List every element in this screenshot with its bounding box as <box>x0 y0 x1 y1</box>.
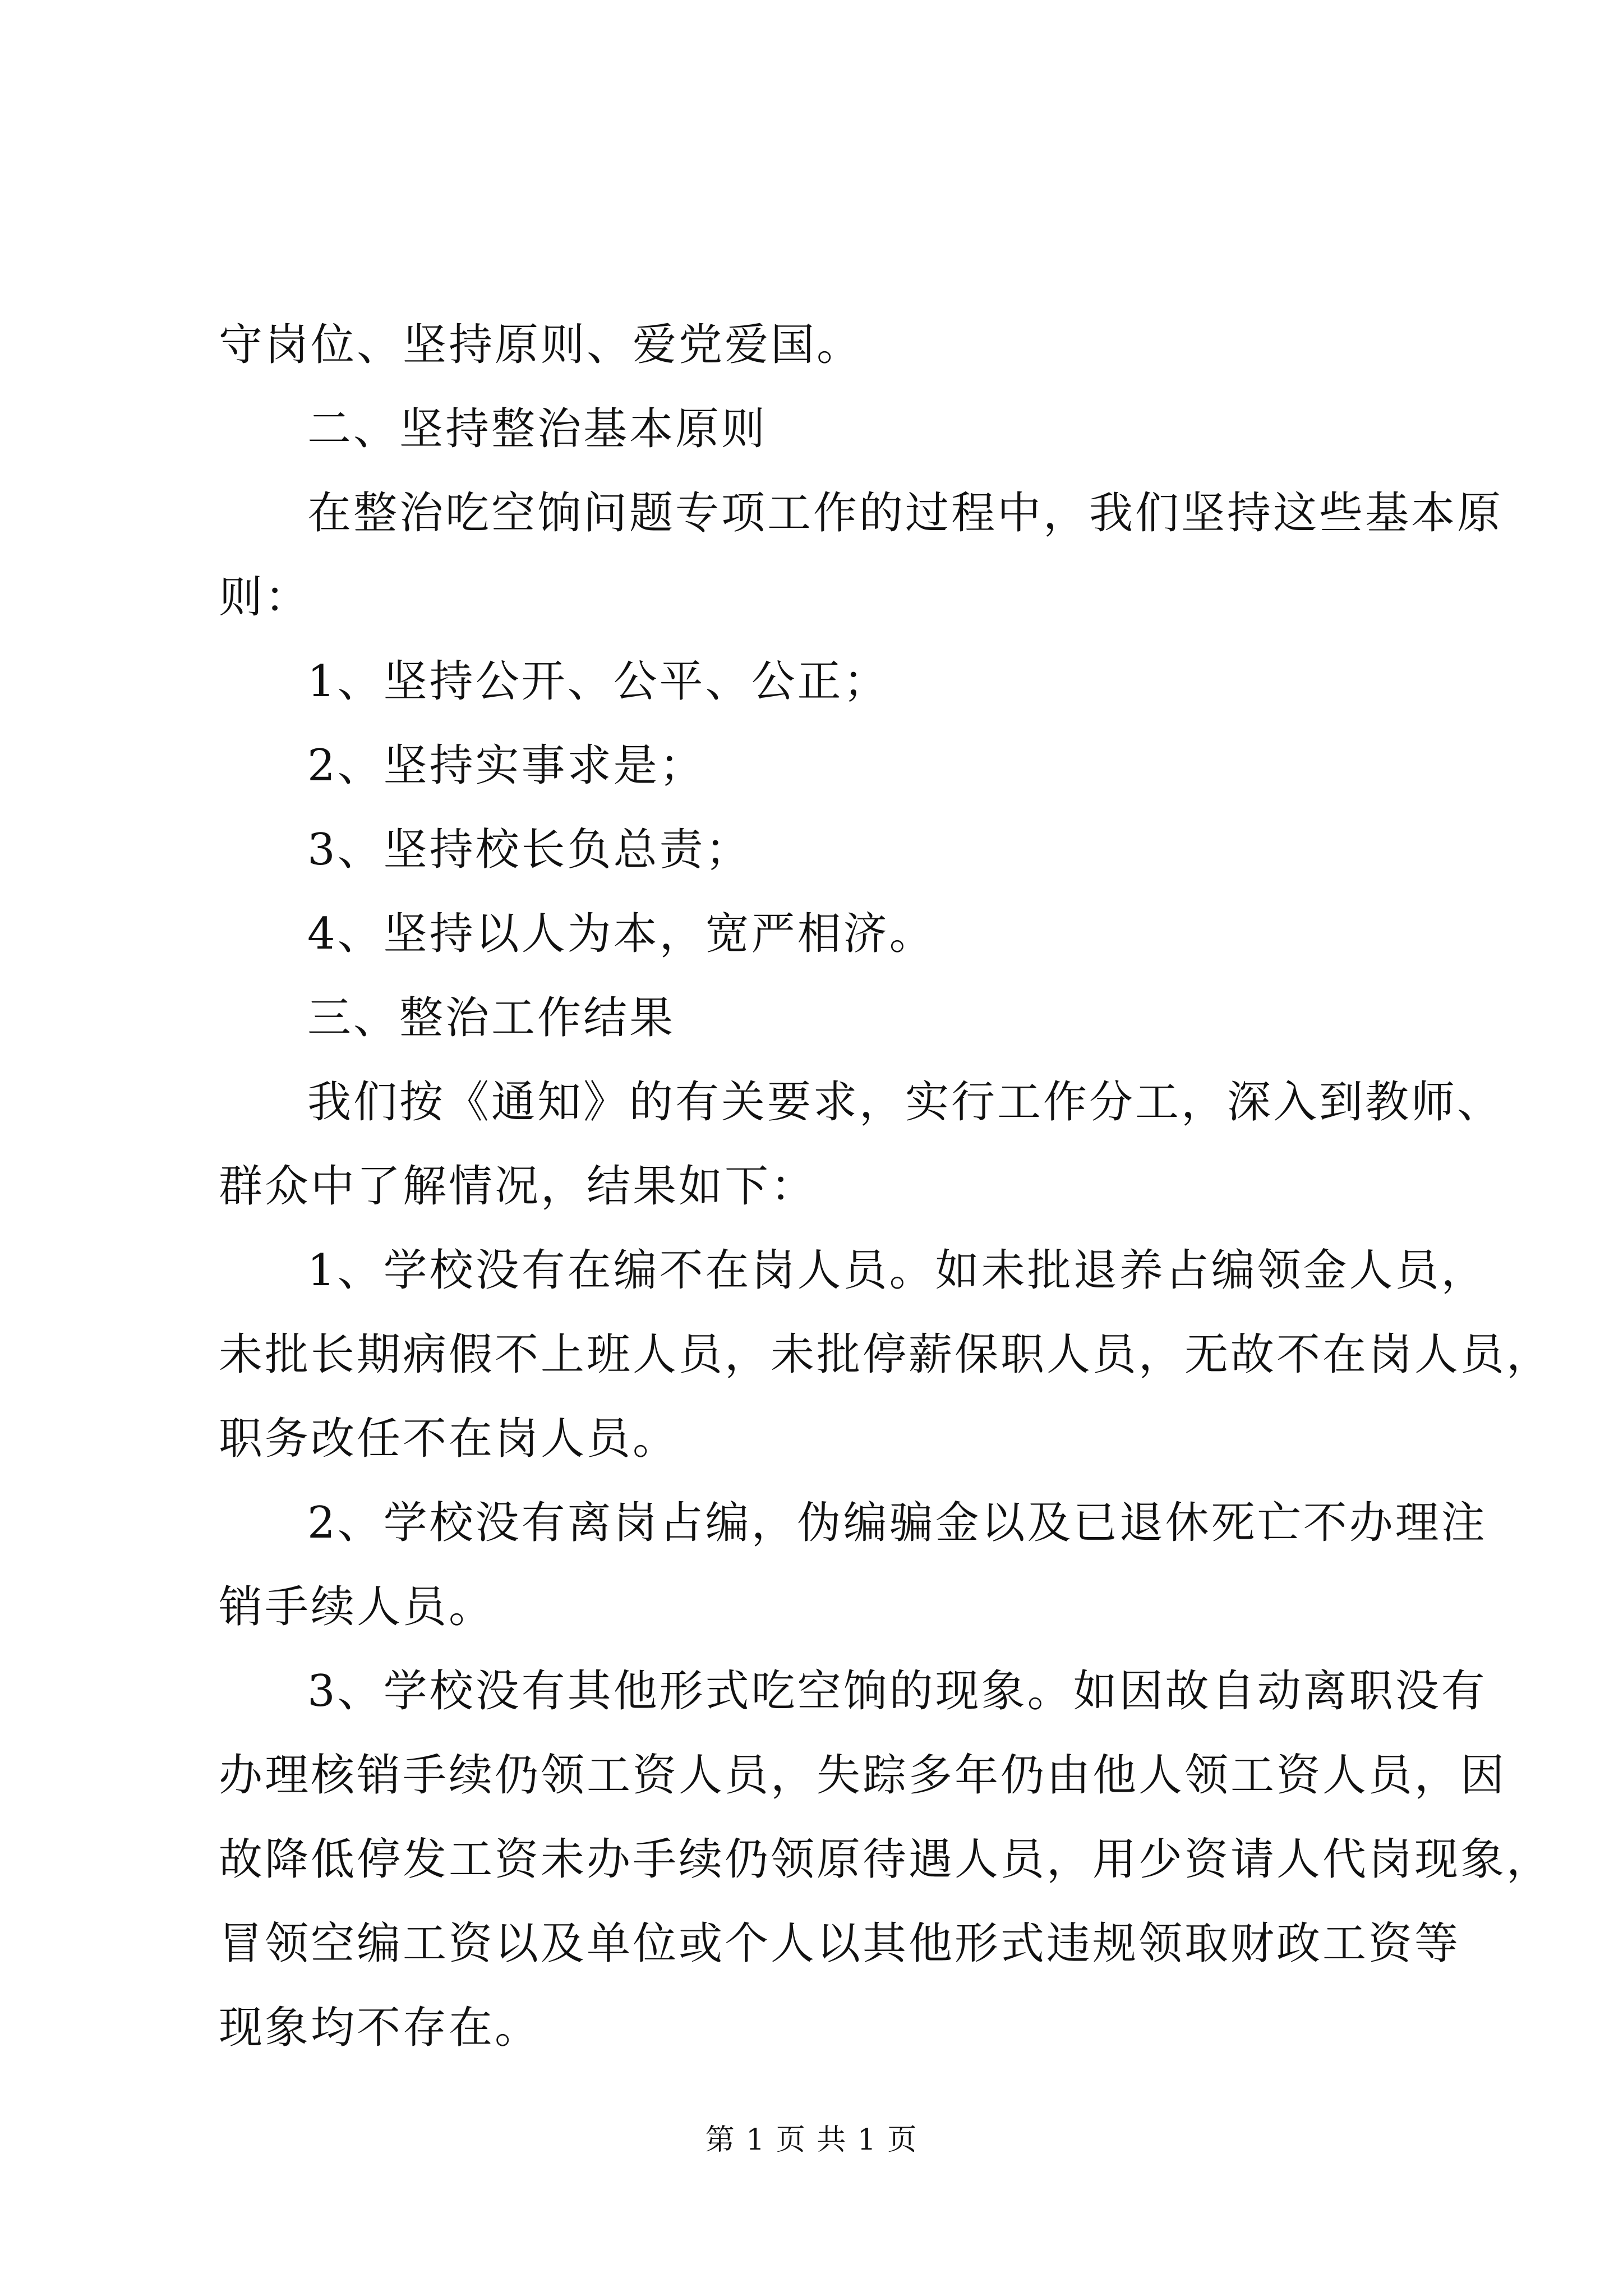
text-line: 4、坚持以人为本，宽严相济。 <box>307 909 935 959</box>
body-text <box>219 303 1553 2070</box>
text-line: 未批长期病假不上班人员，未批停薪保职人员，无故不在岗人员， <box>219 1329 1553 1380</box>
text-line: 现象均不存在。 <box>219 2003 541 2053</box>
text-line: 二、坚持整治基本原则 <box>307 404 768 454</box>
text-line: 1、学校没有在编不在岗人员。如未批退养占编领金人员， <box>307 1245 1487 1296</box>
text-line: 2、学校没有离岗占编，伪编骗金以及已退休死亡不办理注 <box>307 1498 1487 1548</box>
page-footer: 第 1 页 共 1 页 <box>705 2123 918 2157</box>
text-line: 3、坚持校长负总责； <box>307 825 751 875</box>
text-line: 3、学校没有其他形式吃空饷的现象。如因故自动离职没有 <box>307 1666 1487 1717</box>
text-line: 办理核销手续仍领工资人员，失踪多年仍由他人领工资人员，因 <box>219 1750 1507 1801</box>
text-line: 故降低停发工资未办手续仍领原待遇人员，用少资请人代岗现象， <box>219 1834 1553 1885</box>
text-line: 冒领空编工资以及单位或个人以其他形式违规领取财政工资等 <box>219 1918 1461 1969</box>
text-line: 1、坚持公开、公平、公正； <box>307 656 889 707</box>
text-line: 在整治吃空饷问题专项工作的过程中，我们坚持这些基本原 <box>307 488 1504 539</box>
text-line: 则： <box>219 572 311 623</box>
text-line: 三、整治工作结果 <box>307 993 676 1043</box>
text-line: 我们按《通知》的有关要求，实行工作分工，深入到教师、 <box>307 1077 1504 1128</box>
text-line: 守岗位、坚持原则、爱党爱国。 <box>219 320 863 370</box>
text-line: 2、坚持实事求是； <box>307 740 706 791</box>
text-line: 销手续人员。 <box>219 1582 495 1632</box>
text-line: 职务改任不在岗人员。 <box>219 1414 679 1464</box>
text-line: 群众中了解情况，结果如下： <box>219 1161 817 1212</box>
